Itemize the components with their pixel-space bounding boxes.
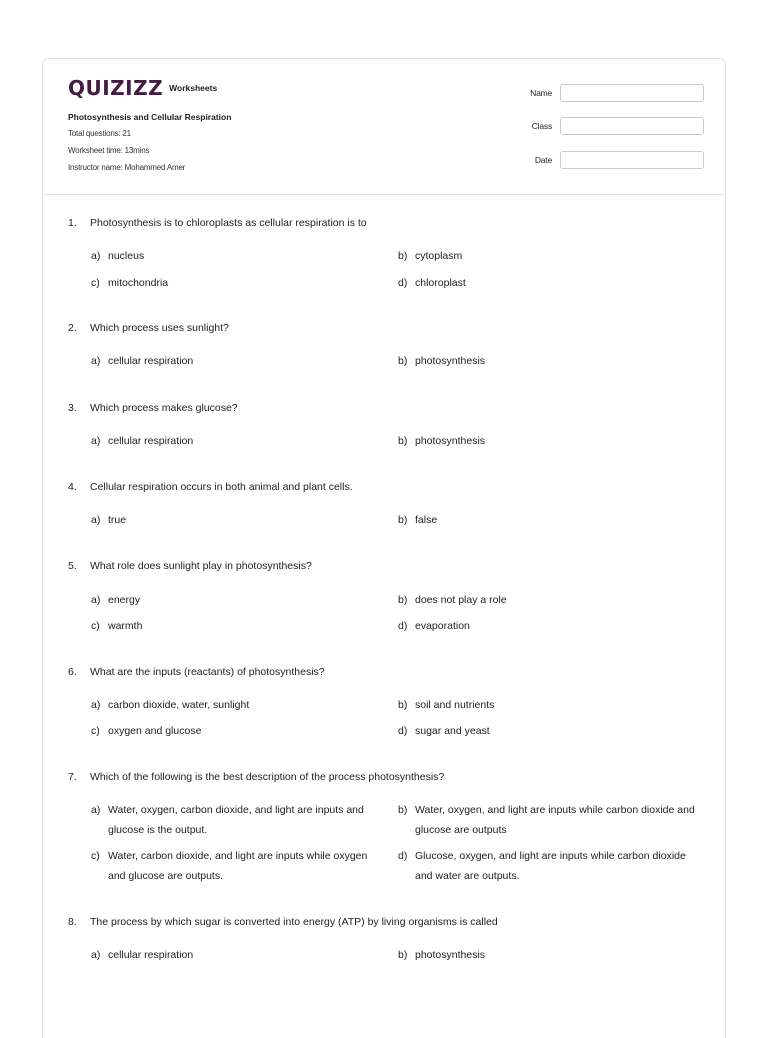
option-letter: b)	[398, 949, 408, 961]
option-letter: c)	[91, 620, 100, 632]
option-text: oxygen and glucose	[108, 725, 202, 737]
option-text: cellular respiration	[108, 355, 194, 367]
option-2b	[398, 352, 698, 372]
option-letter: c)	[91, 277, 100, 289]
option-text: evaporation	[415, 620, 470, 632]
option-letter: d)	[398, 277, 408, 289]
option-letter: a)	[91, 804, 101, 816]
option-7a	[91, 801, 386, 840]
option-letter: d)	[398, 850, 408, 862]
option-7b	[398, 801, 698, 840]
option-text: photosynthesis	[415, 435, 486, 447]
option-text: Water, oxygen, and light are inputs while carbon dioxide and glucose are outputs	[415, 804, 695, 836]
option-letter: b)	[398, 699, 408, 711]
option-letter: a)	[91, 355, 101, 367]
option-text: photosynthesis	[415, 949, 486, 961]
option-letter: a)	[91, 250, 101, 262]
question-2	[68, 322, 229, 334]
instructor-name: Instructor name: Mohammed Amer	[68, 163, 186, 172]
option-text: carbon dioxide, water, sunlight	[108, 699, 250, 711]
class-input[interactable]	[560, 117, 704, 135]
option-text: photosynthesis	[415, 355, 486, 367]
date-field-row	[512, 151, 704, 169]
option-4b	[398, 511, 698, 531]
question-number: 2.	[68, 322, 77, 334]
option-text: Water, carbon dioxide, and light are inputs while oxygen and glucose are outputs.	[108, 850, 368, 882]
quizizz-logo: QUIZIZZ	[68, 76, 164, 100]
worksheet-header	[42, 58, 726, 195]
option-text: true	[108, 514, 127, 526]
option-letter: a)	[91, 699, 101, 711]
question-text: Which process makes glucose?	[90, 402, 238, 414]
question-8	[68, 916, 498, 928]
option-letter: a)	[91, 949, 101, 961]
option-text: Glucose, oxygen, and light are inputs while carbon dioxide and water are outputs.	[415, 850, 686, 882]
date-label: Date	[534, 155, 552, 165]
option-1d	[398, 274, 698, 294]
brand	[68, 78, 217, 98]
question-7	[68, 771, 444, 783]
question-text: Cellular respiration occurs in both animal and plant cells.	[90, 481, 353, 493]
option-letter: a)	[91, 594, 101, 606]
question-number: 6.	[68, 666, 77, 678]
option-6c	[91, 722, 386, 742]
option-text: soil and nutrients	[415, 699, 495, 711]
option-letter: b)	[398, 804, 408, 816]
option-5b	[398, 591, 698, 611]
question-number: 3.	[68, 402, 77, 414]
option-letter: d)	[398, 620, 408, 632]
option-5d	[398, 617, 698, 637]
option-text: false	[415, 514, 438, 526]
total-questions: Total questions: 21	[68, 129, 131, 138]
option-letter: b)	[398, 435, 408, 447]
option-3b	[398, 432, 698, 452]
question-6	[68, 666, 325, 678]
name-label: Name	[530, 88, 552, 98]
option-6a	[91, 696, 386, 716]
option-letter: c)	[91, 725, 100, 737]
question-text: Which process uses sunlight?	[90, 322, 229, 334]
option-2a	[91, 352, 386, 372]
question-5	[68, 560, 312, 572]
worksheet-time: Worksheet time: 13mins	[68, 146, 150, 155]
worksheet-page	[42, 58, 726, 1038]
option-text: chloroplast	[415, 277, 466, 289]
question-3	[68, 402, 238, 414]
date-input[interactable]	[560, 151, 704, 169]
question-text: Which of the following is the best description of the process photosynthesis?	[90, 771, 445, 783]
option-8b	[398, 946, 698, 966]
question-text: What role does sunlight play in photosynthesis?	[90, 560, 312, 572]
option-7c	[91, 847, 386, 886]
option-1c	[91, 274, 386, 294]
question-text: What are the inputs (reactants) of photosynthesis?	[90, 666, 325, 678]
question-4	[68, 481, 353, 493]
option-text: Water, oxygen, carbon dioxide, and light are inputs and glucose is the output.	[108, 804, 364, 836]
question-text: Photosynthesis is to chloroplasts as cellular respiration is to	[90, 217, 367, 229]
option-text: mitochondria	[108, 277, 169, 289]
option-text: does not play a role	[415, 594, 507, 606]
name-field-row	[512, 84, 704, 102]
option-6b	[398, 696, 698, 716]
option-1a	[91, 247, 386, 267]
option-text: cellular respiration	[108, 435, 194, 447]
question-1	[68, 217, 367, 229]
option-letter: a)	[91, 514, 101, 526]
option-letter: b)	[398, 514, 408, 526]
option-letter: c)	[91, 850, 100, 862]
question-number: 1.	[68, 217, 77, 229]
worksheet-title: Photosynthesis and Cellular Respiration	[68, 112, 232, 122]
option-5c	[91, 617, 386, 637]
option-5a	[91, 591, 386, 611]
name-input[interactable]	[560, 84, 704, 102]
option-letter: b)	[398, 250, 408, 262]
option-text: warmth	[108, 620, 143, 632]
option-1b	[398, 247, 698, 267]
question-number: 4.	[68, 481, 77, 493]
question-number: 5.	[68, 560, 77, 572]
option-text: cellular respiration	[108, 949, 194, 961]
option-text: nucleus	[108, 250, 145, 262]
option-text: cytoplasm	[415, 250, 463, 262]
option-3a	[91, 432, 386, 452]
option-4a	[91, 511, 386, 531]
class-label: Class	[531, 121, 552, 131]
option-6d	[398, 722, 698, 742]
logo-subtitle: Worksheets	[169, 83, 218, 93]
question-number: 8.	[68, 916, 77, 928]
option-text: energy	[108, 594, 141, 606]
option-letter: a)	[91, 435, 101, 447]
class-field-row	[512, 117, 704, 135]
option-letter: d)	[398, 725, 408, 737]
option-letter: b)	[398, 355, 408, 367]
option-text: sugar and yeast	[415, 725, 490, 737]
option-letter: b)	[398, 594, 408, 606]
question-number: 7.	[68, 771, 77, 783]
question-text: The process by which sugar is converted into energy (ATP) by living organisms is called	[90, 916, 498, 928]
option-8a	[91, 946, 386, 966]
option-7d	[398, 847, 698, 886]
